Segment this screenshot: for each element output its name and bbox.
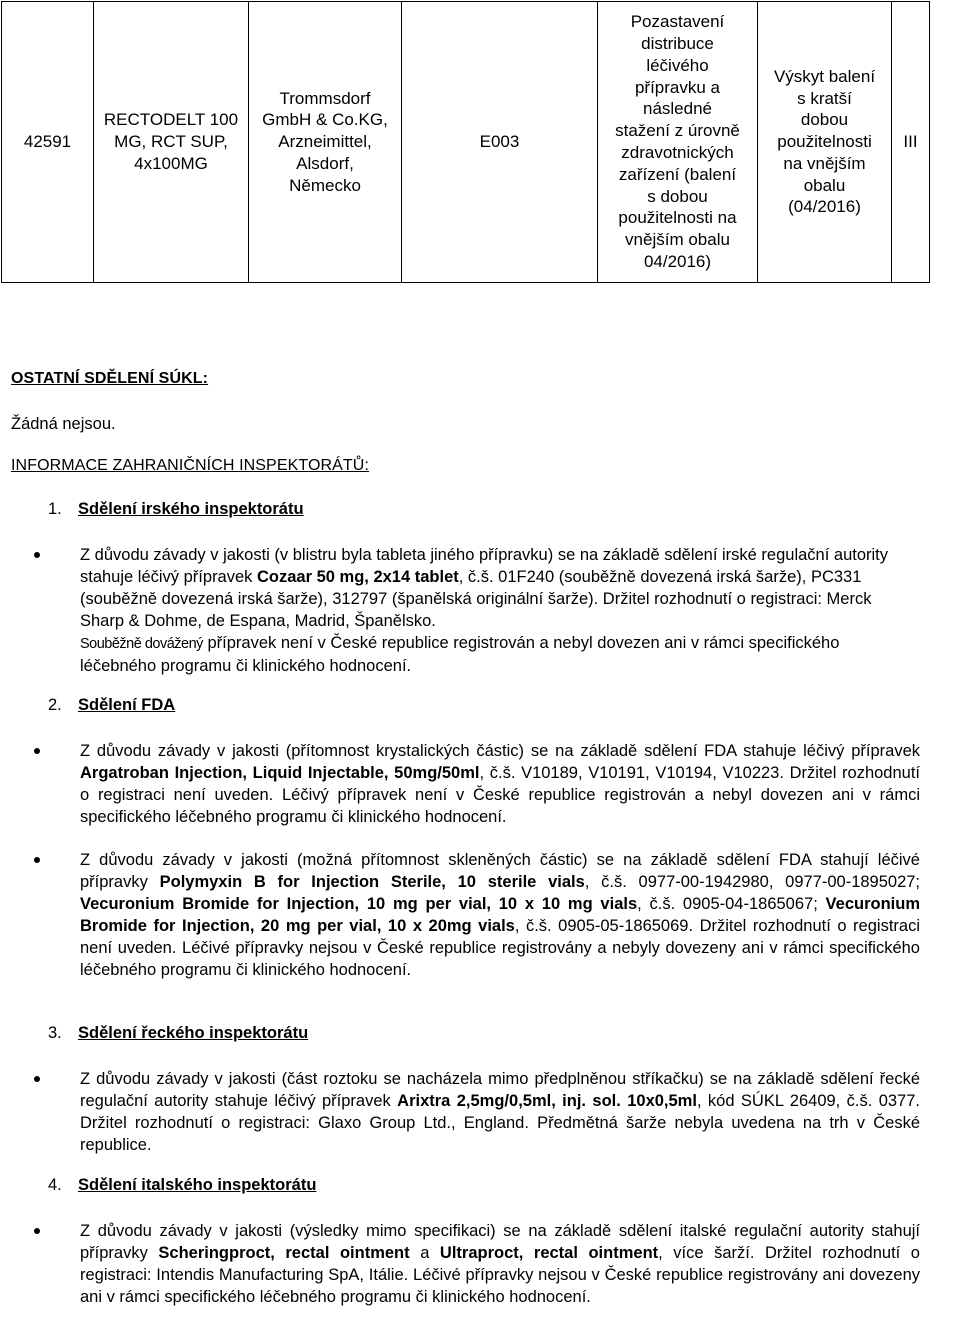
notice-italy-scheringproct: Z důvodu závady v jakosti (výsledky mimo specifikaci) se na základě sdělení italské regulační autority stahují přípravky Scheringproct, rectal ointment a Ultraproct, rectal ointment, více šarží. Držitel rozhodnutí o registraci: Intendis Manufacturing SpA, Itálie. Léčivé přípravky nejsou v České republice registrovány ani dovezeny ani v rámci specifického léčebného programu či klinického hodnocení. [80,1222,920,1307]
section-title: Sdělení řeckého inspektorátu [78,1024,309,1042]
notice-ireland-cozaar: Z důvodu závady v jakosti (v blistru byla tableta jiného přípravku) se na základě sdělení irské regulační autority stahuje léčivý přípravek Cozaar 50 mg, 2x14 tablet, č.š. 01F240 (souběžně dovezená irská šarže), PC331 (souběžně dovezená irská šarže), 312797 (španělská originální šarže). Držitel rozhodnutí o registraci: Merck Sharp & Dohme, de Espana, Madrid, Španělsko. Souběžně dovážený přípravek není v České republice registrován a nebyl dovezen ani v rámci specifického léčebného programu či klinického hodnocení. [80,546,889,676]
section-number: 4. [48,1176,62,1194]
foreign-inspectorates-heading: INFORMACE ZAHRANIČNÍCH INSPEKTORÁTŮ: [11,457,369,474]
product-name: Arixtra 2,5mg/0,5ml, inj. sol. 10x0,5ml [397,1092,697,1111]
product-name: Vecuronium Bromide for Injection, 10 mg per vial, 10 x 10 mg vials [80,895,638,914]
action-cell: Pozastavení distribuce léčivého přípravku a následné stažení z úrovně zdravotnických zařízení (balení s dobou použitelnosti na vnějším obalu 04/2016) [598,2,758,283]
recall-code-cell: 42591 [2,2,94,283]
section-heading-fda [48,696,175,715]
reason-cell: Výskyt balení s kratší dobou použitelnosti na vnějším obalu (04/2016) [758,2,892,283]
bullet-icon [34,1228,40,1234]
section-heading-ireland [48,500,304,519]
table-row [2,2,930,283]
section-number: 2. [48,696,62,714]
section-number: 3. [48,1024,62,1042]
product-name: Cozaar 50 mg, 2x14 tablet [257,568,459,587]
bullet-icon [34,1076,40,1082]
notice-greece-arixtra: Z důvodu závady v jakosti (část roztoku se nacházela mimo předplněnou stříkačku) se na základě sdělení řecké regulační autority stahuje léčivý přípravek Arixtra 2,5mg/0,5ml, inj. sol. 10x0,5ml, kód SÚKL 26409, č.š. 0377. Držitel rozhodnutí o registraci: Glaxo Group Ltd., England. Předmětná šarže nebyla uvedena na trh v České republice. [80,1070,920,1155]
product-name: Argatroban Injection, Liquid Injectable, 50mg/50ml [80,764,480,783]
product-name: Scheringproct, rectal ointment [158,1244,410,1263]
product-name: Ultraproct, rectal ointment [439,1244,659,1263]
notice-fda-argatroban: Z důvodu závady v jakosti (přítomnost krystalických částic) se na základě sdělení FDA stahuje léčivý přípravek Argatroban Injection, Liquid Injectable, 50mg/50ml, č.š. V10189, V10191, V10194, V10223. Držitel rozhodnutí o registraci není uveden. Léčivý přípravek není v České republice registrován a nebyl dovezen ani v rámci specifického léčebného programu či klinického hodnocení. [80,742,920,827]
section-title: Sdělení irského inspektorátu [78,500,304,518]
product-name: Polymyxin B for Injection Sterile, 10 sterile vials [159,873,585,892]
section-number: 1. [48,500,62,518]
defect-code-cell: E003 [402,2,598,283]
holder-cell: Trommsdorf GmbH & Co.KG, Arzneimittel, Alsdorf, Německo [249,2,402,283]
product-name: Vecuronium Bromide for Injection, 20 mg per vial, 10 x 20mg vials [80,895,920,936]
other-notices-text: Žádná nejsou. [11,415,116,433]
bullet-icon [34,552,40,558]
section-heading-greece [48,1024,308,1043]
other-notices-heading: OSTATNÍ SDĚLENÍ SÚKL: [11,370,209,387]
recall-table [1,1,930,283]
section-title: Sdělení FDA [78,696,176,714]
section-heading-italy [48,1176,316,1195]
bullet-icon [34,748,40,754]
notice-fda-polymyxin-vecuronium: Z důvodu závady v jakosti (možná přítomnost skleněných částic) se na základě sdělení FDA stahují léčivé přípravky Polymyxin B for Injection Sterile, 10 sterile vials, č.š. 0977-00-1942980, 0977-00-1895027; Vecuronium Bromide for Injection, 10 mg per vial, 10 x 10 mg vials, č.š. 0905-04-1865067; Vecuronium Bromide for Injection, 20 mg per vial, 10 x 20mg vials, č.š. 0905-05-1865069. Držitel rozhodnutí o registraci není uveden. Léčivé přípravky nejsou v České republice registrovány a nebyly dovezeny ani v rámci specifického léčebného programu či klinického hodnocení. [80,851,921,980]
bullet-icon [34,857,40,863]
section-title: Sdělení italského inspektorátu [78,1176,317,1194]
class-cell: III [892,2,930,283]
product-name-cell: RECTODELT 100 MG, RCT SUP, 4x100MG [94,2,249,283]
